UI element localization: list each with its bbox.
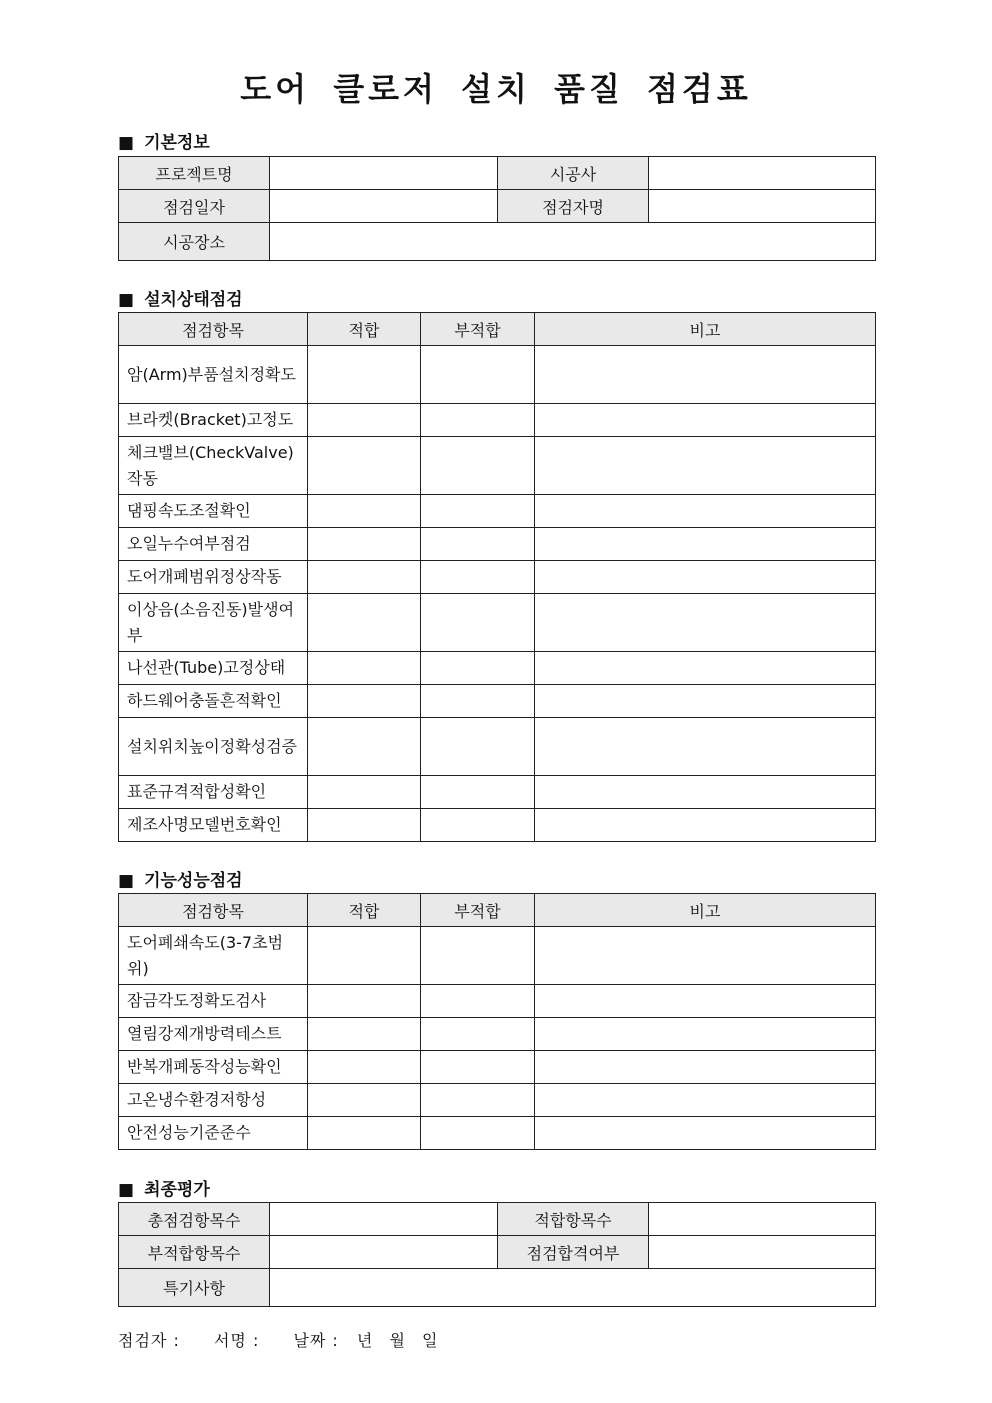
table-row xyxy=(119,1117,876,1150)
table-row xyxy=(119,1051,876,1084)
table-row xyxy=(119,528,876,561)
fail-cell[interactable] xyxy=(421,685,535,718)
fail-cell[interactable] xyxy=(421,1051,535,1084)
section-marker: ■ xyxy=(118,871,135,891)
remarks-cell[interactable] xyxy=(535,776,876,809)
check-item: 잠금각도정확도검사 xyxy=(119,985,308,1018)
check-item: 암(Arm)부품설치정확도 xyxy=(119,346,308,404)
site-location-label: 시공장소 xyxy=(119,223,270,261)
remarks-cell[interactable] xyxy=(535,1117,876,1150)
pass-cell[interactable] xyxy=(308,404,421,437)
pass-cell[interactable] xyxy=(308,985,421,1018)
contractor-label: 시공사 xyxy=(498,157,649,190)
column-header-remarks: 비고 xyxy=(535,894,876,927)
table-row xyxy=(119,223,876,261)
section-heading-basic-info xyxy=(118,128,210,153)
remarks-label: 특기사항 xyxy=(119,1269,270,1307)
pass-cell[interactable] xyxy=(308,718,421,776)
fail-cell[interactable] xyxy=(421,495,535,528)
table-row xyxy=(119,594,876,652)
check-item: 댐핑속도조절확인 xyxy=(119,495,308,528)
pass-cell[interactable] xyxy=(308,594,421,652)
pass-cell[interactable] xyxy=(308,927,421,985)
pass-cell[interactable] xyxy=(308,809,421,842)
table-row xyxy=(119,346,876,404)
fail-cell[interactable] xyxy=(421,652,535,685)
column-header-item: 점검항목 xyxy=(119,894,308,927)
pass-cell[interactable] xyxy=(308,528,421,561)
table-row xyxy=(119,1236,876,1269)
check-item: 브라켓(Bracket)고정도 xyxy=(119,404,308,437)
pass-items-field[interactable] xyxy=(649,1203,876,1236)
inspection-date-field[interactable] xyxy=(270,190,498,223)
remarks-cell[interactable] xyxy=(535,594,876,652)
check-item: 안전성능기준준수 xyxy=(119,1117,308,1150)
pass-cell[interactable] xyxy=(308,652,421,685)
pass-cell[interactable] xyxy=(308,437,421,495)
column-header-fail: 부적합 xyxy=(421,894,535,927)
table-row xyxy=(119,1084,876,1117)
pass-cell[interactable] xyxy=(308,346,421,404)
section-heading-install-check xyxy=(118,285,243,310)
fail-cell[interactable] xyxy=(421,809,535,842)
check-item: 도어폐쇄속도(3-7초범위) xyxy=(119,927,308,985)
remarks-cell[interactable] xyxy=(535,346,876,404)
check-item: 제조사명모델번호확인 xyxy=(119,809,308,842)
table-row xyxy=(119,1203,876,1236)
table-header-row xyxy=(119,894,876,927)
remarks-cell[interactable] xyxy=(535,404,876,437)
table-row xyxy=(119,652,876,685)
fail-items-label: 부적합항목수 xyxy=(119,1236,270,1269)
table-row xyxy=(119,1018,876,1051)
table-row xyxy=(119,437,876,495)
fail-cell[interactable] xyxy=(421,776,535,809)
remarks-cell[interactable] xyxy=(535,985,876,1018)
contractor-field[interactable] xyxy=(649,157,876,190)
function-check-table xyxy=(118,893,876,1150)
remarks-cell[interactable] xyxy=(535,437,876,495)
project-name-field[interactable] xyxy=(270,157,498,190)
table-row xyxy=(119,685,876,718)
section-marker: ■ xyxy=(118,1180,135,1200)
fail-cell[interactable] xyxy=(421,985,535,1018)
table-row xyxy=(119,985,876,1018)
fail-cell[interactable] xyxy=(421,718,535,776)
check-item: 열림강제개방력테스트 xyxy=(119,1018,308,1051)
remarks-cell[interactable] xyxy=(535,495,876,528)
check-item: 표준규격적합성확인 xyxy=(119,776,308,809)
check-item: 나선관(Tube)고정상태 xyxy=(119,652,308,685)
table-row xyxy=(119,927,876,985)
install-check-table xyxy=(118,312,876,842)
month-label: 월 xyxy=(389,1331,406,1350)
pass-cell[interactable] xyxy=(308,776,421,809)
table-row xyxy=(119,718,876,776)
section-marker: ■ xyxy=(118,133,135,153)
check-item: 체크밸브(CheckValve)작동 xyxy=(119,437,308,495)
table-row xyxy=(119,495,876,528)
fail-cell[interactable] xyxy=(421,404,535,437)
section-title: 최종평가 xyxy=(144,1180,210,1200)
fail-cell[interactable] xyxy=(421,927,535,985)
remarks-cell[interactable] xyxy=(535,1084,876,1117)
remarks-cell[interactable] xyxy=(535,809,876,842)
remarks-field[interactable] xyxy=(270,1269,876,1307)
fail-cell[interactable] xyxy=(421,561,535,594)
section-title: 기본정보 xyxy=(144,133,210,153)
pass-cell[interactable] xyxy=(308,1018,421,1051)
remarks-cell[interactable] xyxy=(535,685,876,718)
inspector-name-label: 점검자명 xyxy=(498,190,649,223)
column-header-item: 점검항목 xyxy=(119,313,308,346)
pass-result-label: 점검합격여부 xyxy=(498,1236,649,1269)
remarks-cell[interactable] xyxy=(535,1051,876,1084)
column-header-remarks: 비고 xyxy=(535,313,876,346)
check-item: 이상음(소음진동)발생여부 xyxy=(119,594,308,652)
total-items-label: 총점검항목수 xyxy=(119,1203,270,1236)
table-row xyxy=(119,190,876,223)
check-item: 반복개폐동작성능확인 xyxy=(119,1051,308,1084)
section-title: 설치상태점검 xyxy=(144,290,243,310)
remarks-cell[interactable] xyxy=(535,718,876,776)
table-row xyxy=(119,776,876,809)
section-marker: ■ xyxy=(118,290,135,310)
check-item: 오일누수여부점검 xyxy=(119,528,308,561)
remarks-cell[interactable] xyxy=(535,561,876,594)
day-label: 일 xyxy=(422,1331,439,1350)
remarks-cell[interactable] xyxy=(535,1018,876,1051)
section-heading-final-eval xyxy=(118,1175,210,1200)
fail-items-field[interactable] xyxy=(270,1236,498,1269)
pass-cell[interactable] xyxy=(308,1117,421,1150)
table-row xyxy=(119,561,876,594)
check-item: 설치위치높이정확성검증 xyxy=(119,718,308,776)
project-name-label: 프로젝트명 xyxy=(119,157,270,190)
year-label: 년 xyxy=(356,1331,374,1350)
fail-cell[interactable] xyxy=(421,346,535,404)
inspector-name-field[interactable] xyxy=(649,190,876,223)
inspection-date-label: 점검일자 xyxy=(119,190,270,223)
pass-cell[interactable] xyxy=(308,1084,421,1117)
remarks-cell[interactable] xyxy=(535,927,876,985)
inspector-label: 점검자 : xyxy=(118,1331,180,1350)
fail-cell[interactable] xyxy=(421,1117,535,1150)
check-item: 고온냉수환경저항성 xyxy=(119,1084,308,1117)
pass-cell[interactable] xyxy=(308,685,421,718)
final-eval-table xyxy=(118,1202,876,1307)
check-item: 하드웨어충돌흔적확인 xyxy=(119,685,308,718)
check-item: 도어개폐범위정상작동 xyxy=(119,561,308,594)
section-heading-function-check xyxy=(118,866,243,891)
table-row xyxy=(119,157,876,190)
total-items-field[interactable] xyxy=(270,1203,498,1236)
column-header-pass: 적합 xyxy=(308,894,421,927)
remarks-cell[interactable] xyxy=(535,528,876,561)
pass-result-field[interactable] xyxy=(649,1236,876,1269)
fail-cell[interactable] xyxy=(421,528,535,561)
column-header-pass: 적합 xyxy=(308,313,421,346)
table-row xyxy=(119,404,876,437)
date-label: 날짜 : xyxy=(293,1331,339,1350)
section-title: 기능성능점검 xyxy=(144,871,243,891)
pass-cell[interactable] xyxy=(308,561,421,594)
fail-cell[interactable] xyxy=(421,1018,535,1051)
table-header-row xyxy=(119,313,876,346)
column-header-fail: 부적합 xyxy=(421,313,535,346)
pass-cell[interactable] xyxy=(308,495,421,528)
fail-cell[interactable] xyxy=(421,437,535,495)
table-row xyxy=(119,1269,876,1307)
table-row xyxy=(119,809,876,842)
pass-cell[interactable] xyxy=(308,1051,421,1084)
remarks-cell[interactable] xyxy=(535,652,876,685)
fail-cell[interactable] xyxy=(421,1084,535,1117)
signature-footer xyxy=(118,1328,439,1351)
basic-info-table xyxy=(118,156,876,261)
document-title: 도어 클로저 설치 품질 점검표 xyxy=(240,70,752,108)
signature-label: 서명 : xyxy=(213,1331,260,1350)
site-location-field[interactable] xyxy=(270,223,876,261)
fail-cell[interactable] xyxy=(421,594,535,652)
pass-items-label: 적합항목수 xyxy=(498,1203,649,1236)
